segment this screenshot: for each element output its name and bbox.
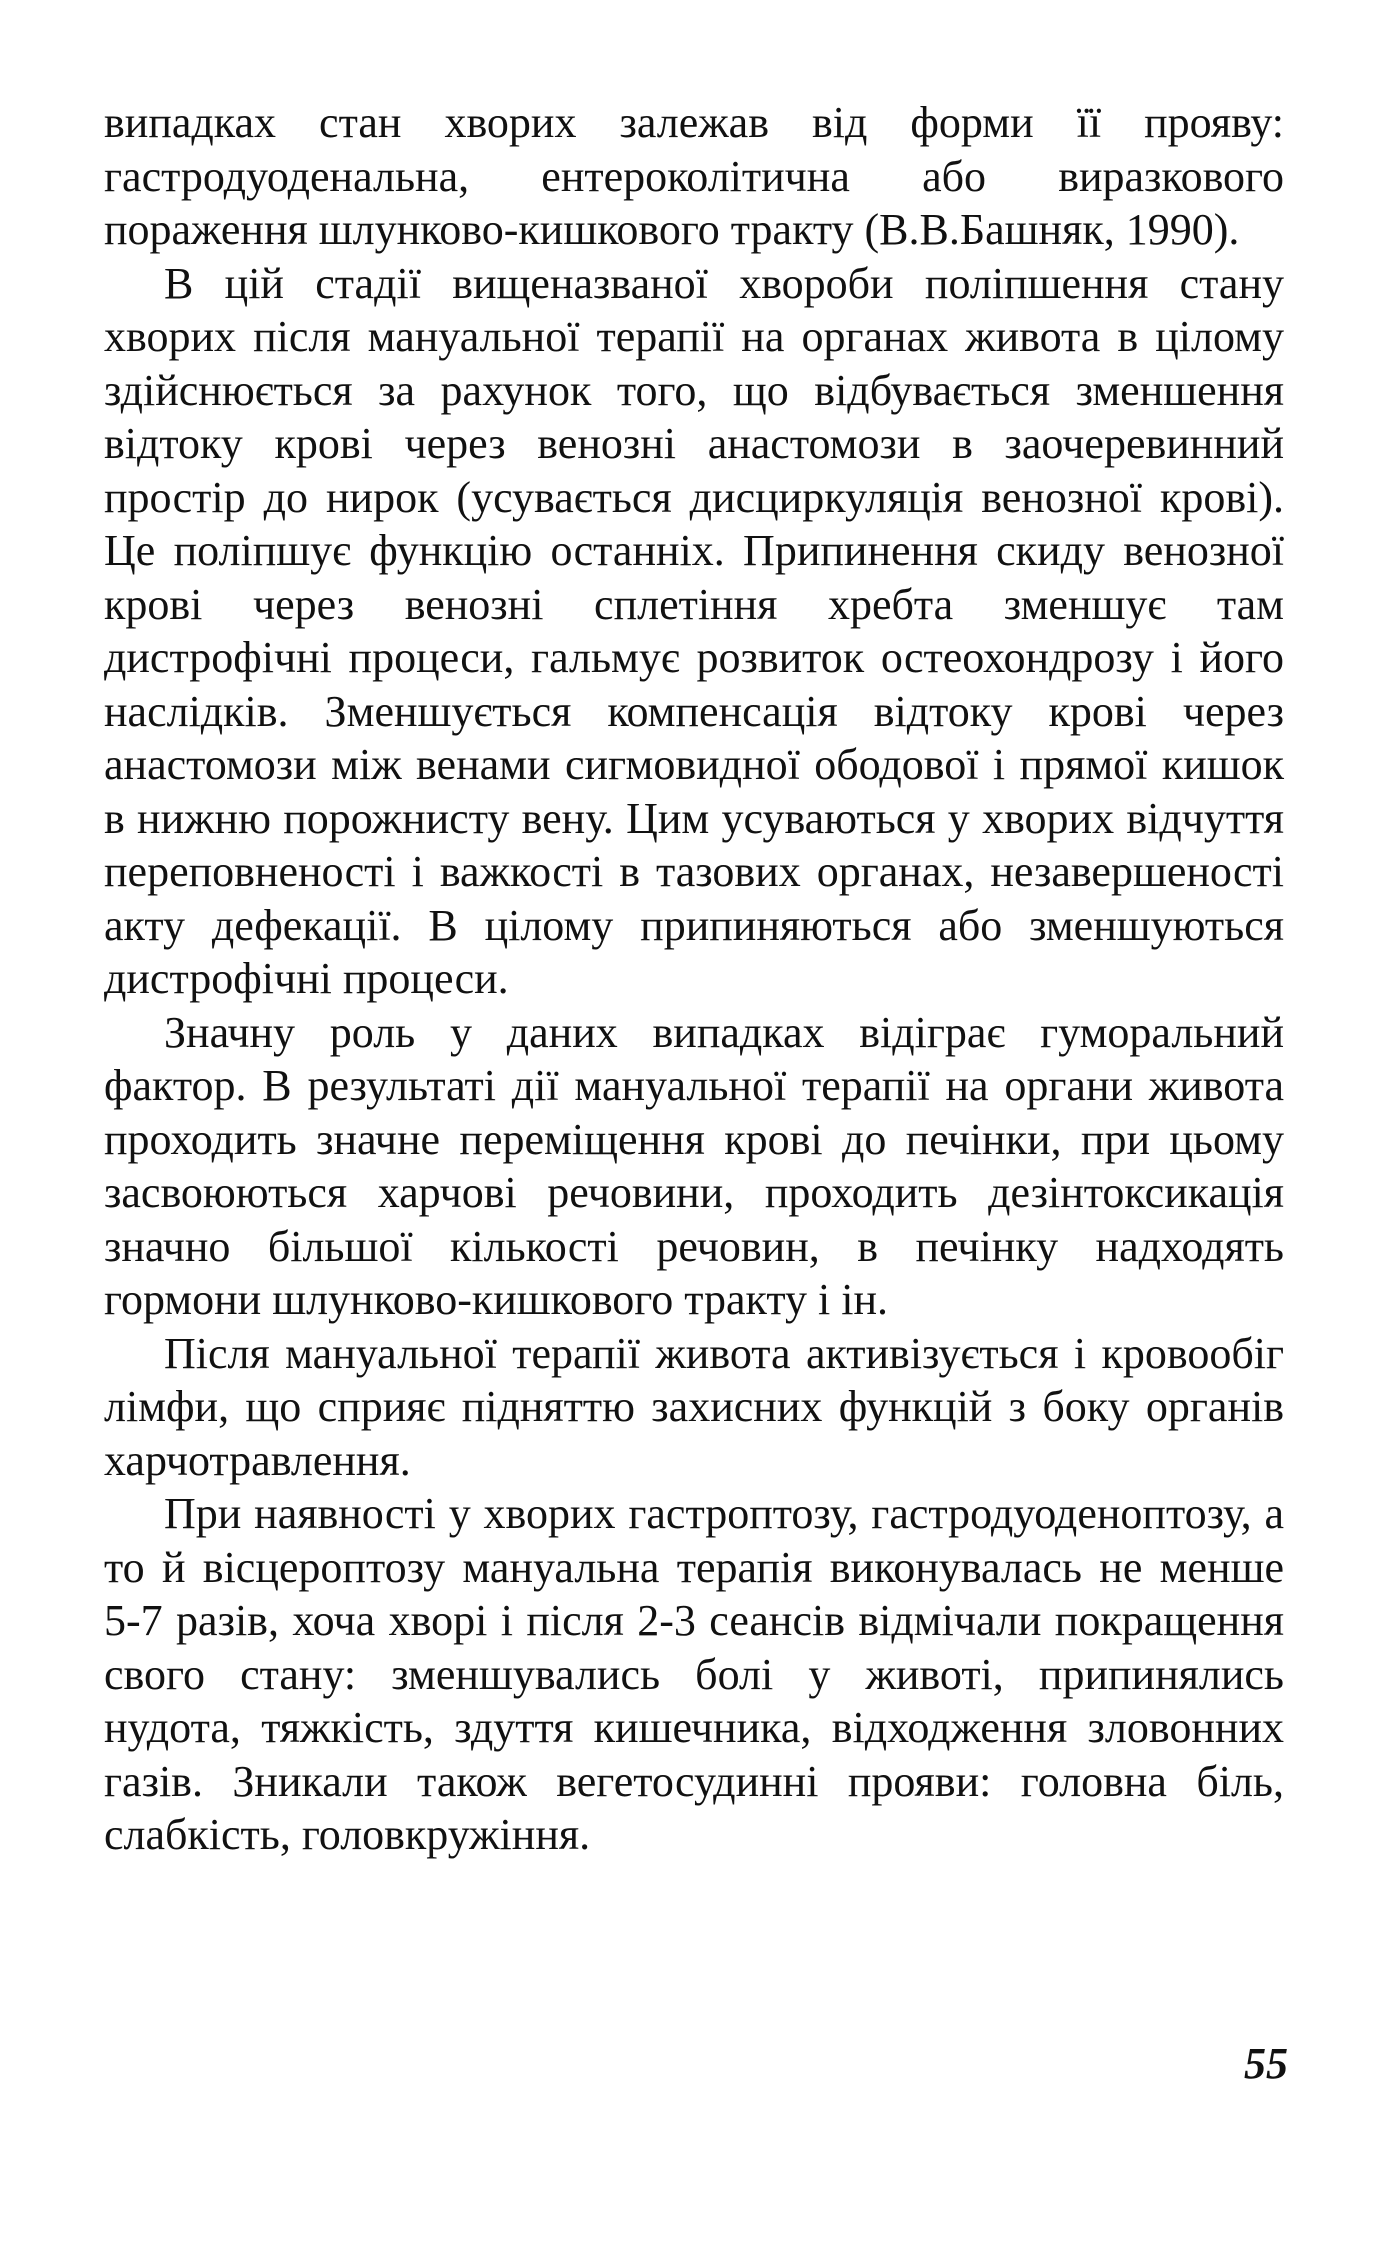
body-text [104, 96, 1284, 1862]
paragraph-5: При наявності у хворих гастроптозу, гастродуоденоптозу, а то й вісцероптозу мануальна терапія виконувалась не менше 5-7 разів, хоча хворі і після 2-3 сеансів відмічали покращення свого стану: зменшувались болі у животі, припинялись нудота, тяжкість, здуття кишечника, відходження зловонних газів. Зникали також вегетосудинні прояви: головна біль, слабкість, головкружіння. [104, 1489, 1284, 1859]
paragraph-1: випадках стан хворих залежав від форми її прояву: гастродуоденальна, ентероколітична або виразкового пораження шлунково-кишкового тракту (В.В.Башняк, 1990). [104, 98, 1284, 254]
paragraph-3: Значну роль у даних випадках відіграє гуморальний фактор. В результаті дії мануальної терапії на органи живота проходить значне переміщення крові до печінки, при цьому засвоюються харчові речовини, проходить дезінтоксикація значно більшої кількості речовин, в печінку надходять гормони шлунково-кишкового тракту і ін. [104, 1007, 1284, 1324]
paragraph-2: В цій стадії вищеназваної хвороби поліпшення стану хворих після мануальної терапії на органах живота в цілому здійснюється за рахунок того, що відбувається зменшення відтоку крові через венозні анастомози в заочеревинний простір до нирок (усувається дисциркуляція венозної крові). Це поліпшує функцію останніх. Припинення скиду венозної крові через венозні сплетіння хребта зменшує там дистрофічні процеси, гальмує розвиток остеохондрозу і його наслідків. Зменшується компенсація відтоку крові через анастомози між венами сигмовидної ободової і прямої кишок в нижню порожнисту вену. Цим усуваються у хворих відчуття переповненості і важкості в тазових органах, незавершеності акту дефекації. В цілому припиняються або зменшуються дистрофічні процеси. [104, 258, 1284, 1003]
page-number: 55 [1244, 2039, 1288, 2088]
paragraph-4: Після мануальної терапії живота активізується і кровообіг лімфи, що сприяє підняттю захисних функцій з боку органів харчотравлення. [104, 1328, 1284, 1485]
